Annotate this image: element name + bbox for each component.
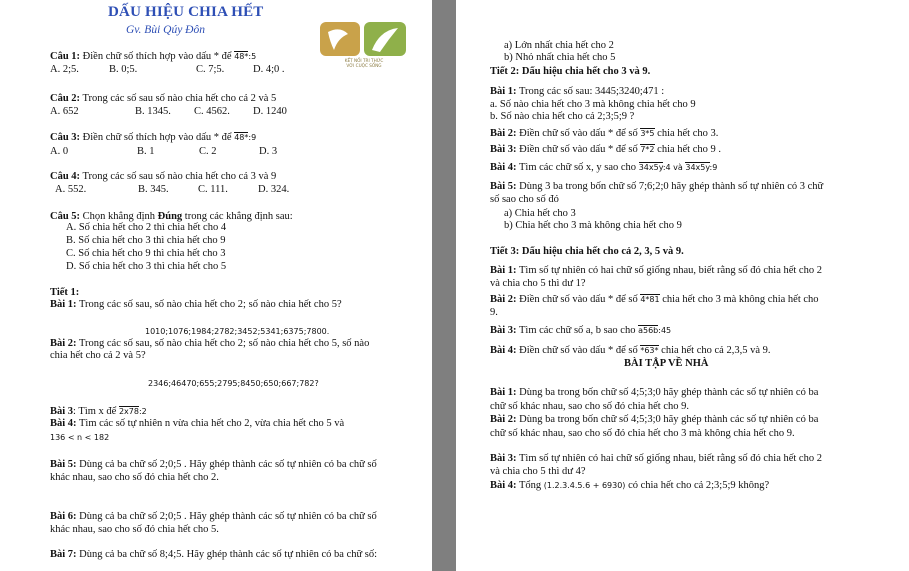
cau5-option-a: A. Số chia hết cho 2 thì chia hết cho 4	[66, 222, 227, 233]
cau1-option-a: A. 2;5.	[50, 64, 79, 75]
cau1-question: Câu 1: Điền chữ số thích hợp vào dấu * để 48*:5	[50, 51, 257, 62]
t3-bai3-text: Bài 3: Tìm các chữ số a, b sao cho a56b:45	[490, 325, 672, 336]
cau5-question: Câu 5: Chọn khẳng định Đúng trong các khẳng định sau:	[50, 211, 293, 222]
t3-bai4-text: Bài 4: Điền chữ số vào dấu * để số *63* chia hết cho cả 2,3,5 và 9.	[490, 345, 771, 356]
cau1-option-c: C. 7;5.	[196, 64, 225, 75]
cau2-option-a: A. 652	[50, 106, 79, 117]
t2-bai2-text: Bài 2: Điền chữ số vào dấu * để số 3*5 chia hết cho 3.	[490, 128, 719, 139]
t1-bai6-text-2: khác nhau, sao cho số đó chia hết cho 5.	[50, 524, 219, 535]
cau4-option-c: C. 111.	[198, 184, 228, 195]
svg-text:KẾT NỐI TRI THỨC: KẾT NỐI TRI THỨC	[344, 58, 384, 63]
t2-bai5-a: a) Chia hết cho 3	[504, 208, 576, 219]
t2-bai1-b: b. Số nào chia hết cho cả 2;3;5;9 ?	[490, 111, 635, 122]
t2-bai3-text: Bài 3: Điền chữ số vào dấu * để số 7*2 chia hết cho 9 .	[490, 144, 722, 155]
cau1-option-b: B. 0;5.	[109, 64, 138, 75]
cau3-option-b: B. 1	[137, 146, 155, 157]
t3-bai2-text-2: 9.	[490, 307, 498, 318]
cau2-option-b: B. 1345.	[135, 106, 171, 117]
doc-title: DẤU HIỆU CHIA HẾT	[108, 4, 264, 20]
t1-bai1-text: Bài 1: Trong các số sau, số nào chia hết cho 2; số nào chia hết cho 5?	[50, 299, 342, 310]
t1-bai4-text-2: 136 < n < 182	[50, 433, 110, 442]
cau5-option-c: C. Số chia hết cho 9 thì chia hết cho 3	[66, 248, 226, 259]
t1-bai2-text: Bài 2: Trong các số sau, số nào chia hết cho 2; số nào chia hết cho 5, số nào	[50, 338, 370, 349]
hw-bai1-text-2: chữ số khác nhau, sao cho số đó chia hết cho 9.	[490, 401, 690, 412]
tiet2-heading: Tiết 2: Dấu hiệu chia hết cho 3 và 9.	[490, 66, 651, 77]
cau4-option-d: D. 324.	[258, 184, 290, 195]
cau3-option-a: A. 0	[50, 146, 69, 157]
t1-bai7-text: Bài 7: Dùng cả ba chữ số 8;4;5. Hãy ghép thành các số tự nhiên có ba chữ số:	[50, 549, 378, 560]
t3-bai2-text: Bài 2: Điền chữ số vào dấu * để số 4*81 chia hết cho 3 mà không chia hết cho	[490, 294, 819, 305]
cau4-question: Câu 4: Trong các số sau số nào chia hết cho cả 3 và 9	[50, 171, 277, 182]
t3-bai1-text-2: và chia cho 5 thì dư 1?	[490, 278, 586, 289]
hw-bai2-text-2: chữ số khác nhau, sao cho số đó chia hết cho 3 mà không chia hết cho 9.	[490, 428, 795, 439]
left-page	[0, 0, 432, 571]
cau3-option-d: D. 3	[259, 146, 278, 157]
cau4-option-a: A. 552.	[55, 184, 87, 195]
hw-bai3-text: Bài 3: Tìm số tự nhiên có hai chữ số giống nhau, biết rằng số đó chia hết cho 2	[490, 453, 822, 464]
cau3-option-c: C. 2	[199, 146, 217, 157]
t2-bai5-b: b) Chia hết cho 3 mà không chia hết cho 9	[504, 220, 682, 231]
t1-bai6-text: Bài 6: Dùng cả ba chữ số 2;0;5 . Hãy ghép thành các số tự nhiên có ba chữ số	[50, 511, 377, 522]
t2-bai1-text: Bài 1: Trong các số sau: 3445;3240;471 :	[490, 86, 665, 97]
t1-bai2-numbers: 2346;46470;655;2795;8450;650;667;782?	[148, 379, 319, 388]
logo-image	[318, 20, 410, 68]
cau2-option-c: C. 4562.	[194, 106, 230, 117]
t2-bai5-text: Bài 5: Dùng 3 ba trong bốn chữ số 7;6;2;0 hãy ghép thành số tự nhiên có 3 chữ	[490, 181, 824, 192]
t2-bai4-text: Bài 4: Tìm các chữ số x, y sao cho 34x5y:4 và 34x5y:9	[490, 162, 718, 173]
author: Gv. Bùi Qúy Đôn	[126, 24, 205, 36]
t2-bai1-a: a. Số nào chia hết cho 3 mà không chia hết cho 9	[490, 99, 696, 110]
t1-bai1-numbers: 1010;1076;1984;2782;3452;5341;6375;7800.	[145, 327, 330, 336]
homework-heading: BÀI TẬP VỀ NHÀ	[624, 358, 709, 369]
cau5-option-d: D. Số chia hết cho 3 thì chia hết cho 5	[66, 261, 227, 272]
hw-bai2-text: Bài 2: Dùng ba trong bốn chữ số 4;5;3;0 hãy ghép thành các số tự nhiên có ba	[490, 414, 819, 425]
t1-bai5-text-2: khác nhau, sao cho số đó chia hết cho 2.	[50, 472, 219, 483]
cau1-option-d: D. 4;0 .	[253, 64, 285, 75]
hw-bai4-text: Bài 4: Tổng (1.2.3.4.5.6 + 6930) có chia hết cho cả 2;3;5;9 không?	[490, 480, 770, 491]
option-a-top: a) Lớn nhất chia hết cho 2	[504, 40, 614, 51]
svg-text:VỚI CUỘC SỐNG: VỚI CUỘC SỐNG	[346, 63, 382, 68]
hw-bai1-text: Bài 1: Dùng ba trong bốn chữ số 4;5;3;0 hãy ghép thành các số tự nhiên có ba	[490, 387, 819, 398]
t1-bai5-text: Bài 5: Dùng cả ba chữ số 2;0;5 . Hãy ghép thành các số tự nhiên có ba chữ số	[50, 459, 377, 470]
t2-bai5-text-2: số sao cho số đó	[490, 194, 559, 205]
option-b-top: b) Nhỏ nhất chia hết cho 5	[504, 52, 616, 63]
t1-bai2-text-2: chia hết cho cả 2 và 5?	[50, 350, 146, 361]
cau3-question: Câu 3: Điền chữ số thích hợp vào dấu * để 48*:9	[50, 132, 257, 143]
t3-bai1-text: Bài 1: Tìm số tự nhiên có hai chữ số giống nhau, biết rằng số đó chia hết cho 2	[490, 265, 822, 276]
cau4-option-b: B. 345.	[138, 184, 169, 195]
right-page	[456, 0, 909, 571]
tiet1-heading: Tiết 1:	[50, 287, 80, 298]
t1-bai3-text: Bài 3: Tìm x để 2x78:2	[50, 406, 147, 417]
cau2-question: Câu 2: Trong các số sau số nào chia hết cho cả 2 và 5	[50, 93, 277, 104]
cau2-option-d: D. 1240	[253, 106, 287, 117]
t1-bai4-text: Bài 4: Tìm các số tự nhiên n vừa chia hết cho 2, vừa chia hết cho 5 và	[50, 418, 345, 429]
hw-bai3-text-2: và chia cho 5 thì dư 4?	[490, 466, 586, 477]
tiet3-heading: Tiết 3: Dấu hiệu chia hết cho cả 2, 3, 5 và 9.	[490, 246, 684, 257]
cau5-option-b: B. Số chia hết cho 3 thì chia hết cho 9	[66, 235, 226, 246]
